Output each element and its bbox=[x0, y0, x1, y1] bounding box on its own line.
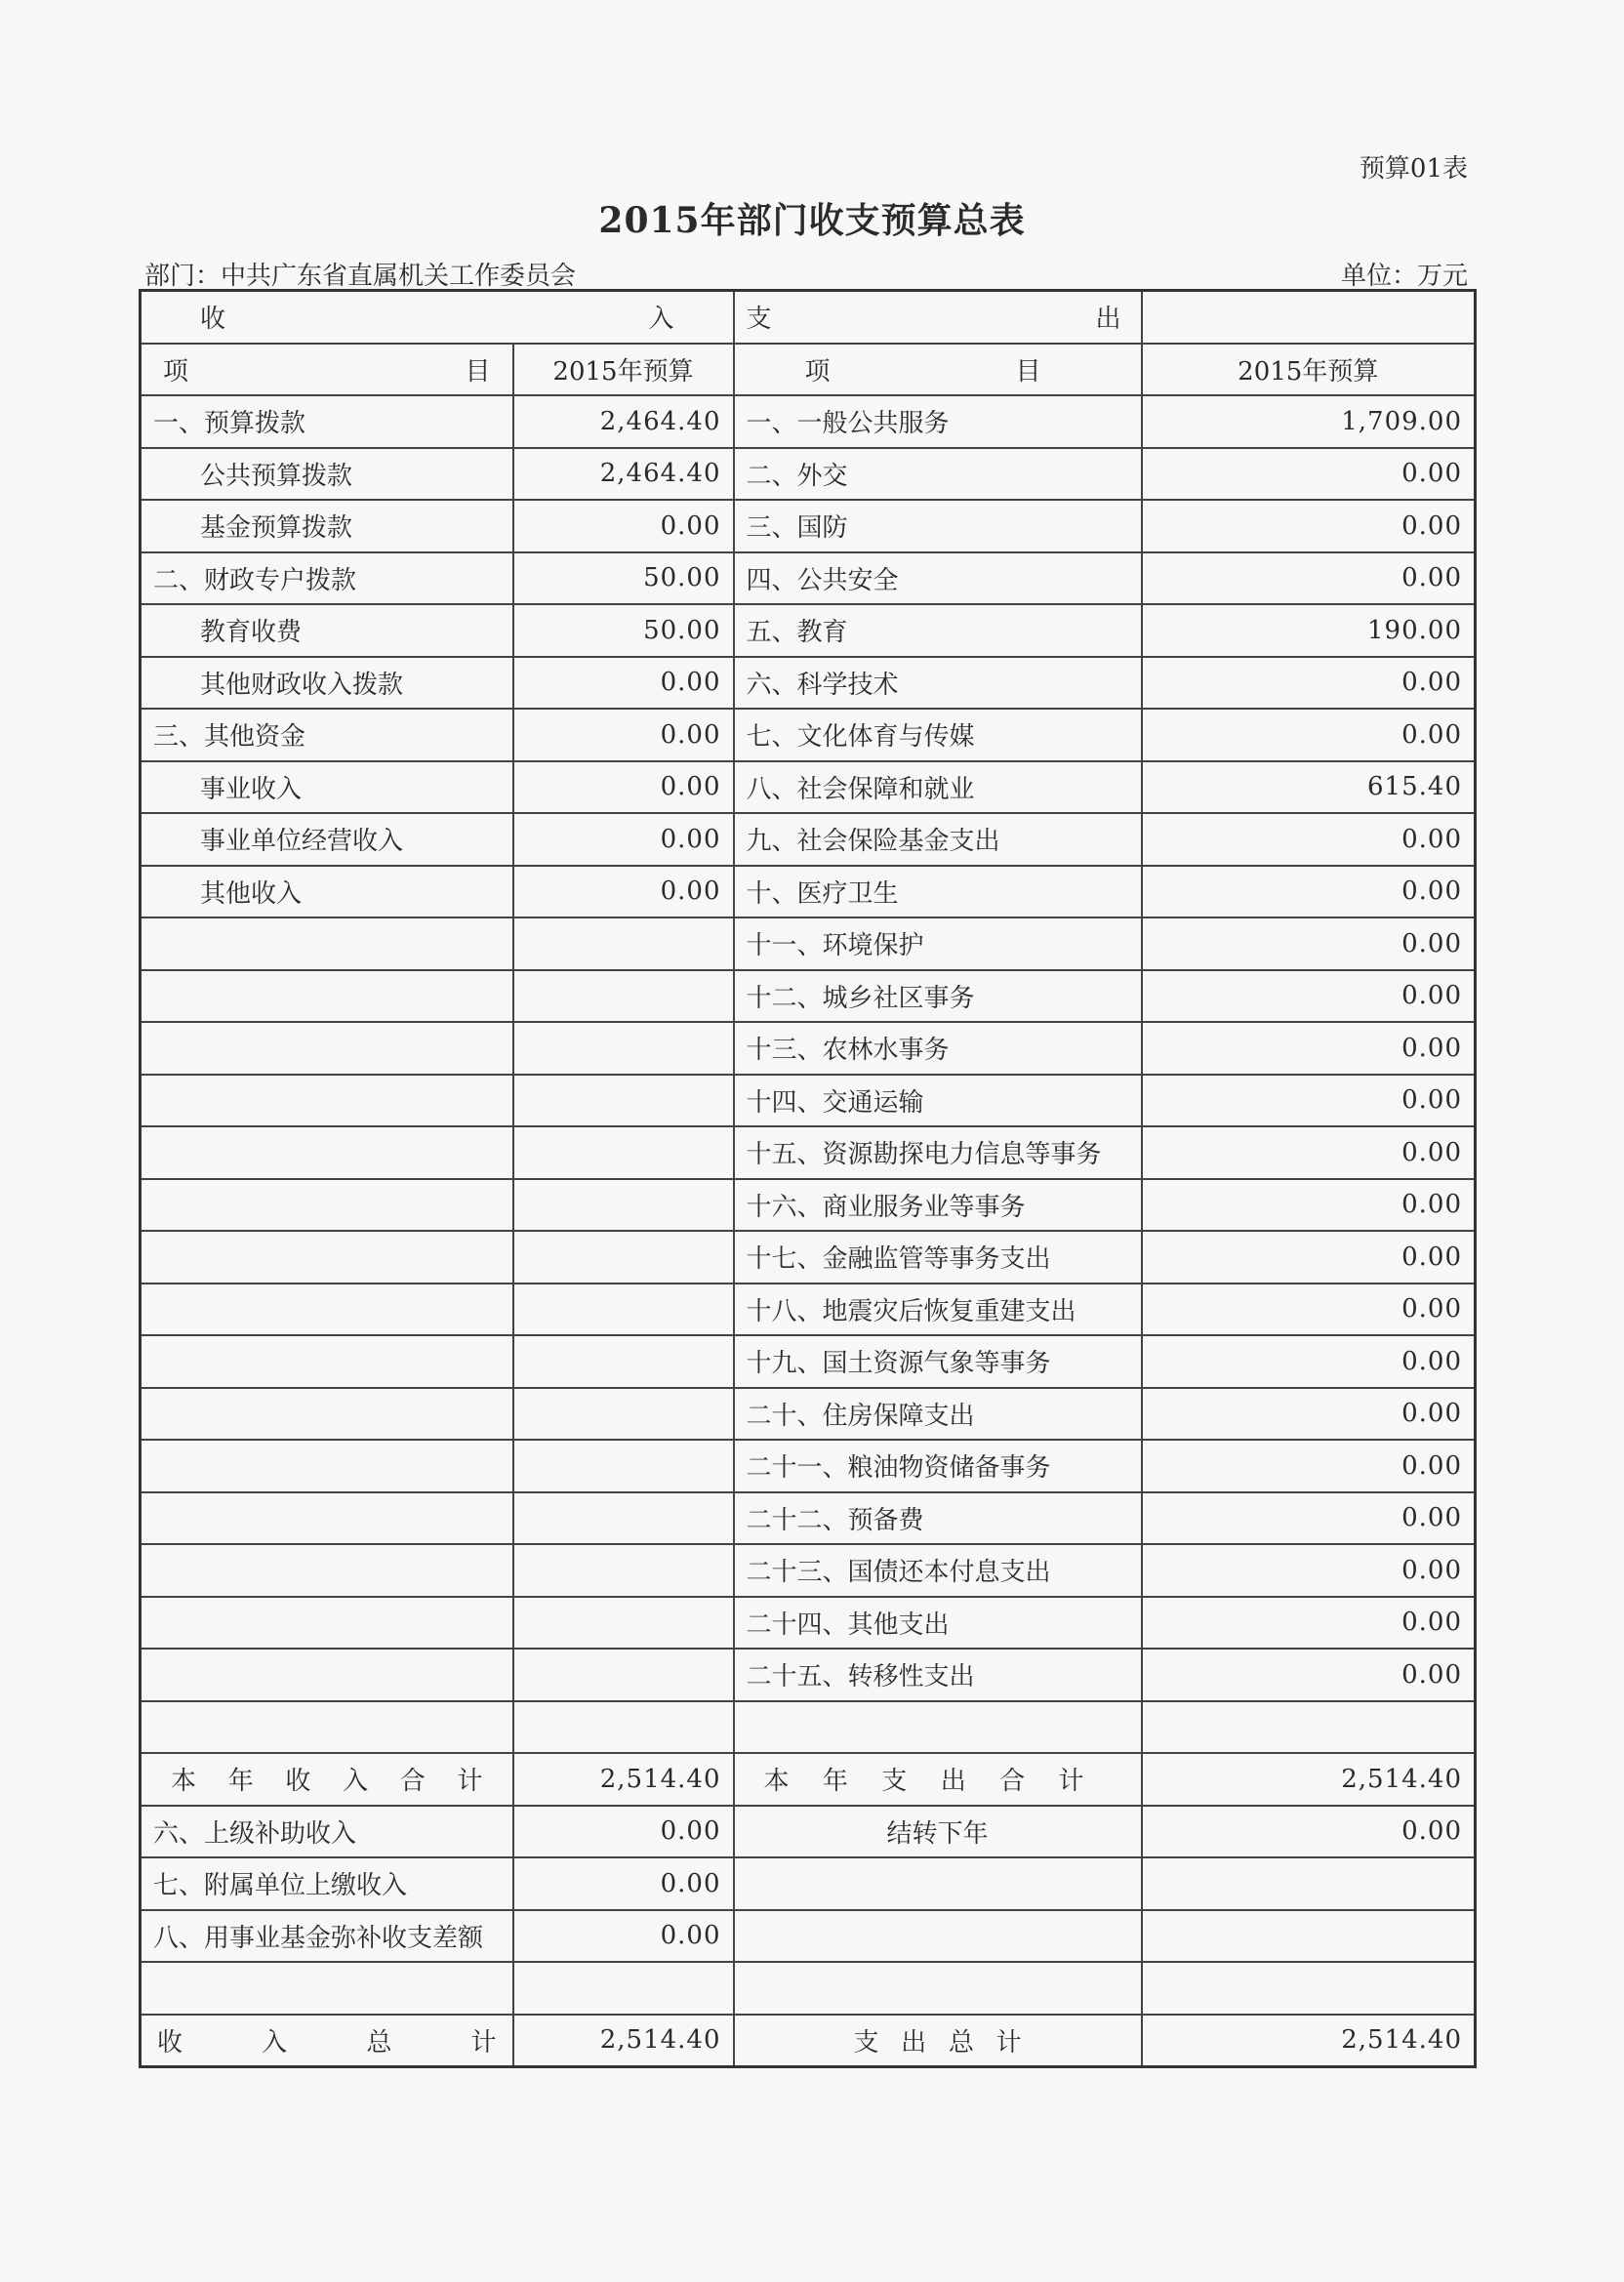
expense-value: 0.00 bbox=[1142, 1649, 1476, 1701]
table-row bbox=[141, 657, 1476, 710]
income-item: 八、用事业基金弥补收支差额 bbox=[141, 1910, 513, 1963]
expense-header-blank bbox=[1142, 291, 1476, 344]
income-value: 0.00 bbox=[513, 657, 734, 710]
expense-value: 0.00 bbox=[1142, 1440, 1476, 1492]
expense-value: 0.00 bbox=[1142, 1597, 1476, 1650]
expense-value: 190.00 bbox=[1142, 604, 1476, 657]
grand-expense-total-value: 2,514.40 bbox=[1142, 2015, 1476, 2067]
expense-value: 0.00 bbox=[1142, 1022, 1476, 1075]
income-header bbox=[141, 291, 734, 344]
income-item: 其他收入 bbox=[141, 866, 513, 918]
expense-item bbox=[734, 1962, 1142, 2015]
expense-value: 0.00 bbox=[1142, 1126, 1476, 1179]
income-item-header bbox=[141, 344, 513, 396]
table-row bbox=[141, 1649, 1476, 1701]
expense-value: 0.00 bbox=[1142, 709, 1476, 761]
income-value: 2,464.40 bbox=[513, 395, 734, 448]
table-row bbox=[141, 709, 1476, 761]
form-number: 预算01表 bbox=[1359, 154, 1468, 183]
income-item bbox=[141, 1701, 513, 1754]
income-value bbox=[513, 1388, 734, 1441]
income-value: 0.00 bbox=[513, 813, 734, 866]
table-row bbox=[141, 1022, 1476, 1075]
table-row bbox=[141, 448, 1476, 501]
income-value: 0.00 bbox=[513, 500, 734, 552]
expense-value: 0.00 bbox=[1142, 1806, 1476, 1858]
year-expense-total-value: 2,514.40 bbox=[1142, 1753, 1476, 1806]
income-value bbox=[513, 1440, 734, 1492]
expense-item: 十三、农林水事务 bbox=[734, 1022, 1142, 1075]
income-item bbox=[141, 917, 513, 970]
year-total-row bbox=[141, 1753, 1476, 1806]
income-value bbox=[513, 917, 734, 970]
income-item bbox=[141, 1022, 513, 1075]
income-item: 七、附属单位上缴收入 bbox=[141, 1857, 513, 1910]
income-item: 三、其他资金 bbox=[141, 709, 513, 761]
expense-value: 0.00 bbox=[1142, 1544, 1476, 1597]
expense-value: 1,709.00 bbox=[1142, 395, 1476, 448]
expense-item: 十二、城乡社区事务 bbox=[734, 970, 1142, 1023]
table-row bbox=[141, 1284, 1476, 1336]
income-value: 2,464.40 bbox=[513, 448, 734, 501]
expense-header-right: 出 bbox=[1095, 305, 1121, 335]
income-value: 0.00 bbox=[513, 709, 734, 761]
expense-value: 0.00 bbox=[1142, 866, 1476, 918]
income-item-header-left: 项 bbox=[163, 356, 189, 387]
expense-item: 十六、商业服务业等事务 bbox=[734, 1179, 1142, 1232]
expense-value: 0.00 bbox=[1142, 1231, 1476, 1284]
expense-item: 六、科学技术 bbox=[734, 657, 1142, 710]
expense-item: 二十四、其他支出 bbox=[734, 1597, 1142, 1650]
expense-item: 二十、住房保障支出 bbox=[734, 1388, 1142, 1441]
grand-total-row bbox=[141, 2015, 1476, 2067]
expense-value: 0.00 bbox=[1142, 657, 1476, 710]
expense-value: 0.00 bbox=[1142, 1492, 1476, 1545]
income-value bbox=[513, 1179, 734, 1232]
expense-value bbox=[1142, 1910, 1476, 1963]
expense-item: 二十一、粮油物资储备事务 bbox=[734, 1440, 1142, 1492]
grand-income-total-label bbox=[141, 2015, 513, 2067]
expense-item-header bbox=[734, 344, 1142, 396]
expense-item: 二、外交 bbox=[734, 448, 1142, 501]
table-row bbox=[141, 1701, 1476, 1754]
year-income-total-label-text: 本年收入合计 bbox=[171, 1767, 483, 1797]
expense-value: 0.00 bbox=[1142, 1388, 1476, 1441]
department-label: 部门：中共广东省直属机关工作委员会 bbox=[144, 262, 577, 291]
expense-item bbox=[734, 1910, 1142, 1963]
income-item bbox=[141, 1649, 513, 1701]
income-item bbox=[141, 1544, 513, 1597]
table-row bbox=[141, 1335, 1476, 1388]
expense-item: 十九、国土资源气象等事务 bbox=[734, 1335, 1142, 1388]
expense-header-left: 支 bbox=[746, 305, 772, 335]
year-expense-total-label bbox=[734, 1753, 1142, 1806]
budget-table-body bbox=[141, 291, 1476, 2067]
income-item: 二、财政专户拨款 bbox=[141, 552, 513, 605]
income-value bbox=[513, 1597, 734, 1650]
income-value: 0.00 bbox=[513, 1910, 734, 1963]
table-row bbox=[141, 1388, 1476, 1441]
table-row bbox=[141, 1597, 1476, 1650]
expense-item: 二十五、转移性支出 bbox=[734, 1649, 1142, 1701]
expense-value: 0.00 bbox=[1142, 552, 1476, 605]
income-item bbox=[141, 1126, 513, 1179]
expense-value bbox=[1142, 1962, 1476, 2015]
income-value bbox=[513, 1022, 734, 1075]
expense-item bbox=[734, 1701, 1142, 1754]
expense-item: 一、一般公共服务 bbox=[734, 395, 1142, 448]
income-value bbox=[513, 1492, 734, 1545]
income-value: 0.00 bbox=[513, 1857, 734, 1910]
income-item: 一、预算拨款 bbox=[141, 395, 513, 448]
expense-item: 结转下年 bbox=[734, 1806, 1142, 1858]
year-income-total-label bbox=[141, 1753, 513, 1806]
table-row bbox=[141, 1126, 1476, 1179]
table-row bbox=[141, 917, 1476, 970]
income-item bbox=[141, 1179, 513, 1232]
grand-income-total-label-text: 收入总计 bbox=[157, 2027, 497, 2058]
income-value bbox=[513, 1962, 734, 2015]
expense-item: 七、文化体育与传媒 bbox=[734, 709, 1142, 761]
expense-value: 0.00 bbox=[1142, 448, 1476, 501]
grand-expense-total-label bbox=[734, 2015, 1142, 2067]
grand-income-total-value: 2,514.40 bbox=[513, 2015, 734, 2067]
income-value bbox=[513, 1075, 734, 1127]
expense-value: 0.00 bbox=[1142, 1335, 1476, 1388]
expense-item bbox=[734, 1857, 1142, 1910]
income-value bbox=[513, 1335, 734, 1388]
expense-value: 0.00 bbox=[1142, 500, 1476, 552]
table-row bbox=[141, 1962, 1476, 2015]
expense-value: 615.40 bbox=[1142, 761, 1476, 814]
expense-budget-header: 2015年预算 bbox=[1142, 344, 1476, 396]
expense-value bbox=[1142, 1701, 1476, 1754]
income-item bbox=[141, 1231, 513, 1284]
expense-item-header-left: 项 bbox=[804, 356, 831, 387]
table-row bbox=[141, 1440, 1476, 1492]
table-row bbox=[141, 1231, 1476, 1284]
income-item: 事业收入 bbox=[141, 761, 513, 814]
income-item bbox=[141, 1492, 513, 1545]
income-header-left: 收 bbox=[200, 305, 226, 335]
expense-item: 十七、金融监管等事务支出 bbox=[734, 1231, 1142, 1284]
expense-value: 0.00 bbox=[1142, 813, 1476, 866]
expense-item: 三、国防 bbox=[734, 500, 1142, 552]
income-item: 教育收费 bbox=[141, 604, 513, 657]
income-value: 50.00 bbox=[513, 552, 734, 605]
income-item bbox=[141, 1284, 513, 1336]
income-value bbox=[513, 1284, 734, 1336]
table-row bbox=[141, 970, 1476, 1023]
table-row bbox=[141, 1492, 1476, 1545]
income-item bbox=[141, 1075, 513, 1127]
income-item bbox=[141, 1335, 513, 1388]
income-value bbox=[513, 1126, 734, 1179]
income-budget-header: 2015年预算 bbox=[513, 344, 734, 396]
table-row bbox=[141, 395, 1476, 448]
income-value bbox=[513, 1231, 734, 1284]
expense-value: 0.00 bbox=[1142, 1075, 1476, 1127]
table-row bbox=[141, 1075, 1476, 1127]
income-item bbox=[141, 1440, 513, 1492]
table-row bbox=[141, 813, 1476, 866]
income-value bbox=[513, 1649, 734, 1701]
grand-expense-total-label-text: 支出总计 bbox=[853, 2027, 1022, 2058]
expense-item: 十一、环境保护 bbox=[734, 917, 1142, 970]
income-value bbox=[513, 970, 734, 1023]
income-item bbox=[141, 1597, 513, 1650]
table-row bbox=[141, 866, 1476, 918]
table-row bbox=[141, 1806, 1476, 1858]
income-value: 50.00 bbox=[513, 604, 734, 657]
expense-item: 九、社会保险基金支出 bbox=[734, 813, 1142, 866]
expense-value: 0.00 bbox=[1142, 970, 1476, 1023]
table-row bbox=[141, 604, 1476, 657]
expense-item: 八、社会保障和就业 bbox=[734, 761, 1142, 814]
expense-item: 十八、地震灾后恢复重建支出 bbox=[734, 1284, 1142, 1336]
income-item bbox=[141, 970, 513, 1023]
expense-item: 五、教育 bbox=[734, 604, 1142, 657]
expense-value: 0.00 bbox=[1142, 917, 1476, 970]
expense-item: 十四、交通运输 bbox=[734, 1075, 1142, 1127]
income-item bbox=[141, 1388, 513, 1441]
year-expense-total-label-text: 本年支出合计 bbox=[763, 1767, 1084, 1797]
income-item: 基金预算拨款 bbox=[141, 500, 513, 552]
expense-item: 二十三、国债还本付息支出 bbox=[734, 1544, 1142, 1597]
expense-value: 0.00 bbox=[1142, 1179, 1476, 1232]
income-item: 事业单位经营收入 bbox=[141, 813, 513, 866]
table-row bbox=[141, 500, 1476, 552]
table-row bbox=[141, 552, 1476, 605]
income-value: 0.00 bbox=[513, 761, 734, 814]
income-value bbox=[513, 1544, 734, 1597]
income-item: 六、上级补助收入 bbox=[141, 1806, 513, 1858]
table-row bbox=[141, 761, 1476, 814]
expense-item: 四、公共安全 bbox=[734, 552, 1142, 605]
expense-header bbox=[734, 291, 1142, 344]
expense-item: 十、医疗卫生 bbox=[734, 866, 1142, 918]
year-income-total-value: 2,514.40 bbox=[513, 1753, 734, 1806]
income-value bbox=[513, 1701, 734, 1754]
budget-table bbox=[139, 289, 1477, 2068]
header-row-income-expense bbox=[141, 291, 1476, 344]
table-row bbox=[141, 1857, 1476, 1910]
expense-item: 二十二、预备费 bbox=[734, 1492, 1142, 1545]
table-row bbox=[141, 1544, 1476, 1597]
table-row bbox=[141, 1910, 1476, 1963]
income-value: 0.00 bbox=[513, 866, 734, 918]
income-item bbox=[141, 1962, 513, 2015]
table-row bbox=[141, 1179, 1476, 1232]
expense-item: 十五、资源勘探电力信息等事务 bbox=[734, 1126, 1142, 1179]
expense-item-header-right: 目 bbox=[1015, 356, 1041, 387]
income-item: 其他财政收入拨款 bbox=[141, 657, 513, 710]
expense-value bbox=[1142, 1857, 1476, 1910]
income-item: 公共预算拨款 bbox=[141, 448, 513, 501]
income-header-right: 入 bbox=[648, 305, 674, 335]
header-row-columns bbox=[141, 344, 1476, 396]
income-value: 0.00 bbox=[513, 1806, 734, 1858]
page-title: 2015年部门收支预算总表 bbox=[598, 200, 1026, 241]
income-item-header-right: 目 bbox=[465, 356, 491, 387]
unit-label: 单位：万元 bbox=[1340, 262, 1468, 291]
expense-value: 0.00 bbox=[1142, 1284, 1476, 1336]
